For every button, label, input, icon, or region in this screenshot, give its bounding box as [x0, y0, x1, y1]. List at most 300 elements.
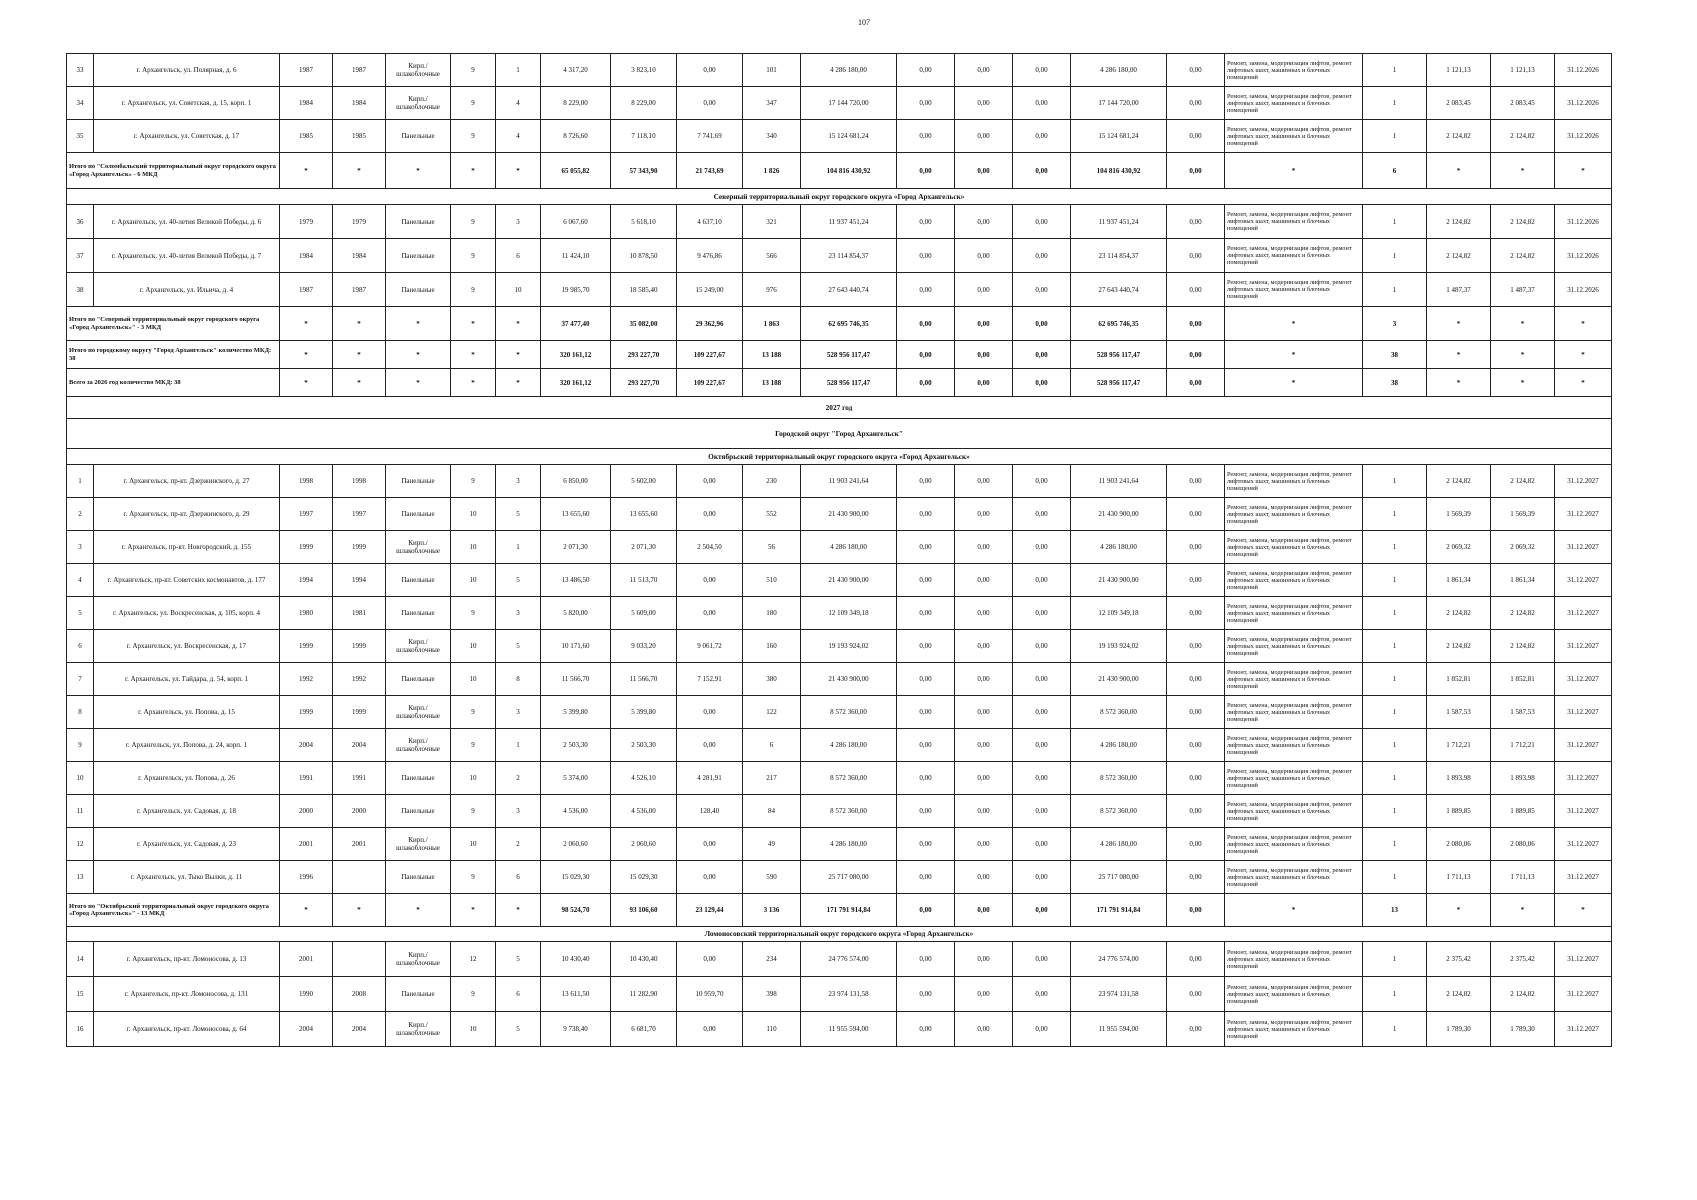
cell-f3: 0,00: [1013, 54, 1071, 87]
cell-q: 1: [1363, 564, 1427, 597]
cell-fl: 9: [451, 87, 496, 120]
cell-placeholder: *: [1427, 369, 1491, 397]
cell-f3: 0,00: [1013, 341, 1071, 369]
cell-q: 1: [1363, 630, 1427, 663]
cell-f2: 0,00: [955, 597, 1013, 630]
cell-f1: 0,00: [897, 894, 955, 927]
rows-2026-north: [67, 189, 1612, 397]
cell-p: 13 188: [743, 369, 801, 397]
cell-en: 3: [496, 205, 541, 239]
cell-c1: 2 124,82: [1427, 977, 1491, 1012]
cell-p: 101: [743, 54, 801, 87]
cell-placeholder: *: [1555, 153, 1612, 189]
cell-fl: 10: [451, 630, 496, 663]
rows-2027-lomonosovsky: [67, 927, 1612, 1047]
cell-f2: 0,00: [955, 153, 1013, 189]
cell-q: 1: [1363, 696, 1427, 729]
cell-s3: 0,00: [677, 498, 743, 531]
cell-f2: 0,00: [955, 795, 1013, 828]
cell-s1: 2 503,30: [541, 729, 611, 762]
cell-WORK: Ремонт, замена, модернизация лифтов, ремонт лифтовых шахт, машинных и блочных помещений: [1225, 531, 1363, 564]
cell-fl: 9: [451, 239, 496, 273]
cell-f1: 0,00: [897, 795, 955, 828]
table-row: [67, 977, 1612, 1012]
cell-addr: г. Архангельск, ул. Попова, д. 15: [94, 696, 280, 729]
cell-s3: 0,00: [677, 942, 743, 977]
cell-n: 16: [67, 1012, 94, 1047]
cell-tot: 15 124 681,24: [801, 120, 897, 153]
cell-d: 31.12.2027: [1555, 1012, 1612, 1047]
cell-WORK: Ремонт, замена, модернизация лифтов, ремонт лифтовых шахт, машинных и блочных помещений: [1225, 465, 1363, 498]
cell-p: 180: [743, 597, 801, 630]
cell-placeholder: *: [1427, 307, 1491, 341]
cell-c2: 2 124,82: [1491, 465, 1555, 498]
cell-s1: 98 524,70: [541, 894, 611, 927]
cell-q: 38: [1363, 369, 1427, 397]
cell-fl: 10: [451, 498, 496, 531]
table-row: [67, 942, 1612, 977]
cell-placeholder: *: [386, 894, 451, 927]
cell-d: 31.12.2027: [1555, 663, 1612, 696]
cell-q: 1: [1363, 273, 1427, 307]
subtotal-row: [67, 153, 1612, 189]
cell-q: 6: [1363, 153, 1427, 189]
cell-n: 13: [67, 861, 94, 894]
cell-f2: 0,00: [955, 942, 1013, 977]
cell-s2: 11 282,90: [611, 977, 677, 1012]
cell-f5: 0,00: [1167, 663, 1225, 696]
cell-f1: 0,00: [897, 861, 955, 894]
cell-placeholder: *: [1555, 341, 1612, 369]
cell-s1: 5 399,80: [541, 696, 611, 729]
cell-addr: г. Архангельск, ул. Полярная, д. 6: [94, 54, 280, 87]
cell-mat: Панельные: [386, 239, 451, 273]
cell-c1: 2 124,82: [1427, 597, 1491, 630]
cell-d: 31.12.2027: [1555, 630, 1612, 663]
cell-placeholder: *: [1555, 894, 1612, 927]
cell-y1: 1991: [280, 762, 333, 795]
cell-q: 1: [1363, 205, 1427, 239]
cell-f4: 8 572 360,00: [1071, 696, 1167, 729]
cell-f5: 0,00: [1167, 341, 1225, 369]
cell-y1: 1997: [280, 498, 333, 531]
cell-q: 3: [1363, 307, 1427, 341]
cell-tot: 21 430 900,00: [801, 663, 897, 696]
cell-placeholder: *: [496, 153, 541, 189]
cell-tot: 8 572 360,00: [801, 795, 897, 828]
cell-s1: 4 536,00: [541, 795, 611, 828]
cell-s3: 15 249,00: [677, 273, 743, 307]
cell-f4: 15 124 681,24: [1071, 120, 1167, 153]
cell-placeholder: *: [451, 369, 496, 397]
cell-s2: 18 585,40: [611, 273, 677, 307]
cell-f5: 0,00: [1167, 273, 1225, 307]
cell-s3: 109 227,67: [677, 369, 743, 397]
cell-en: 3: [496, 795, 541, 828]
cell-f2: 0,00: [955, 239, 1013, 273]
cell-p: 160: [743, 630, 801, 663]
cell-q: 1: [1363, 1012, 1427, 1047]
section-title: Октябрьский территориальный округ городского округа «Город Архангельск»: [67, 449, 1612, 465]
cell-c1: 2 069,32: [1427, 531, 1491, 564]
cell-n: 35: [67, 120, 94, 153]
cell-p: 1 826: [743, 153, 801, 189]
cell-WORK: Ремонт, замена, модернизация лифтов, ремонт лифтовых шахт, машинных и блочных помещений: [1225, 120, 1363, 153]
cell-c2: 1 569,39: [1491, 498, 1555, 531]
cell-tot: 25 717 080,00: [801, 861, 897, 894]
cell-f3: 0,00: [1013, 465, 1071, 498]
cell-placeholder: *: [496, 307, 541, 341]
cell-c2: 2 124,82: [1491, 205, 1555, 239]
cell-c2: 1 852,81: [1491, 663, 1555, 696]
cell-mat: Панельные: [386, 465, 451, 498]
cell-placeholder: *: [333, 894, 386, 927]
cell-s3: 2 504,50: [677, 531, 743, 564]
cell-f4: 17 144 720,00: [1071, 87, 1167, 120]
cell-s1: 15 029,30: [541, 861, 611, 894]
cell-placeholder: *: [1225, 153, 1363, 189]
cell-f1: 0,00: [897, 977, 955, 1012]
cell-y1: 1984: [280, 87, 333, 120]
cell-addr: г. Архангельск, ул. Попова, д. 26: [94, 762, 280, 795]
cell-s3: 0,00: [677, 87, 743, 120]
cell-f2: 0,00: [955, 1012, 1013, 1047]
cell-f1: 0,00: [897, 729, 955, 762]
cell-fl: 9: [451, 120, 496, 153]
cell-c1: 1 789,30: [1427, 1012, 1491, 1047]
cell-s2: 2 503,30: [611, 729, 677, 762]
cell-f4: 27 643 440,74: [1071, 273, 1167, 307]
cell-addr: г. Архангельск, ул. Садовая, д. 23: [94, 828, 280, 861]
cell-c2: 1 587,53: [1491, 696, 1555, 729]
cell-f5: 0,00: [1167, 795, 1225, 828]
cell-WORK: Ремонт, замена, модернизация лифтов, ремонт лифтовых шахт, машинных и блочных помещений: [1225, 630, 1363, 663]
cell-mat: Кирп./ шлакоблочные: [386, 696, 451, 729]
cell-f3: 0,00: [1013, 87, 1071, 120]
cell-s2: 7 118,10: [611, 120, 677, 153]
cell-en: 1: [496, 729, 541, 762]
cell-WORK: Ремонт, замена, модернизация лифтов, ремонт лифтовых шахт, машинных и блочных помещений: [1225, 729, 1363, 762]
cell-n: 36: [67, 205, 94, 239]
cell-c1: 2 375,42: [1427, 942, 1491, 977]
cell-y2: 2008: [333, 977, 386, 1012]
cell-mat: Панельные: [386, 977, 451, 1012]
cell-f4: 23 974 131,58: [1071, 977, 1167, 1012]
cell-fl: 9: [451, 861, 496, 894]
cell-s2: 3 823,10: [611, 54, 677, 87]
cell-placeholder: *: [1427, 153, 1491, 189]
cell-mat: Кирп./ шлакоблочные: [386, 1012, 451, 1047]
cell-s3: 7 741,69: [677, 120, 743, 153]
cell-addr: г. Архангельск, ул. Воскресенская, д. 105, корп. 4: [94, 597, 280, 630]
subtotal-label: Всего за 2026 год количество МКД: 38: [67, 369, 280, 397]
subtotal-label: Итого по "Северный территориальный округ городского округа «Город Архангельск»" - 3 МКД: [67, 307, 280, 341]
cell-en: 4: [496, 120, 541, 153]
cell-f3: 0,00: [1013, 498, 1071, 531]
cell-f2: 0,00: [955, 861, 1013, 894]
cell-f5: 0,00: [1167, 307, 1225, 341]
cell-p: 122: [743, 696, 801, 729]
cell-n: 8: [67, 696, 94, 729]
cell-fl: 10: [451, 531, 496, 564]
cell-y1: 1984: [280, 239, 333, 273]
cell-d: 31.12.2027: [1555, 597, 1612, 630]
cell-placeholder: *: [333, 307, 386, 341]
cell-f1: 0,00: [897, 696, 955, 729]
cell-addr: г. Архангельск, пр-кт. Советских космонавтов, д. 177: [94, 564, 280, 597]
cell-f2: 0,00: [955, 630, 1013, 663]
cell-f4: 21 430 900,00: [1071, 564, 1167, 597]
cell-s3: 0,00: [677, 54, 743, 87]
cell-addr: г. Архангельск, пр-кт. Ломоносова, д. 13: [94, 942, 280, 977]
cell-s1: 6 850,00: [541, 465, 611, 498]
cell-s2: 57 343,90: [611, 153, 677, 189]
cell-n: 7: [67, 663, 94, 696]
cell-p: 56: [743, 531, 801, 564]
cell-c1: 2 124,82: [1427, 205, 1491, 239]
cell-WORK: Ремонт, замена, модернизация лифтов, ремонт лифтовых шахт, машинных и блочных помещений: [1225, 762, 1363, 795]
cell-en: 5: [496, 564, 541, 597]
cell-fl: 12: [451, 942, 496, 977]
cell-f2: 0,00: [955, 729, 1013, 762]
cell-addr: г. Архангельск, ул. Садовая, д. 18: [94, 795, 280, 828]
cell-p: 510: [743, 564, 801, 597]
cell-WORK: Ремонт, замена, модернизация лифтов, ремонт лифтовых шахт, машинных и блочных помещений: [1225, 87, 1363, 120]
cell-f3: 0,00: [1013, 696, 1071, 729]
cell-c1: 1 711,13: [1427, 861, 1491, 894]
cell-s2: 4 536,00: [611, 795, 677, 828]
cell-addr: г. Архангельск, ул. 40-летия Великой Победы, д. 6: [94, 205, 280, 239]
cell-p: 13 188: [743, 341, 801, 369]
cell-tot: 23 974 131,58: [801, 977, 897, 1012]
cell-p: 321: [743, 205, 801, 239]
cell-f4: 104 816 430,92: [1071, 153, 1167, 189]
cell-f1: 0,00: [897, 87, 955, 120]
cell-c2: 2 124,82: [1491, 120, 1555, 153]
cell-f2: 0,00: [955, 307, 1013, 341]
cell-q: 1: [1363, 663, 1427, 696]
cell-placeholder: *: [1555, 307, 1612, 341]
cell-f4: 23 114 854,37: [1071, 239, 1167, 273]
section-header-row: [67, 189, 1612, 205]
rows-2027-oktyabrsky: [67, 397, 1612, 927]
cell-placeholder: *: [386, 153, 451, 189]
cell-s3: 29 362,96: [677, 307, 743, 341]
cell-q: 1: [1363, 597, 1427, 630]
table-row: [67, 696, 1612, 729]
cell-f4: 4 286 180,00: [1071, 828, 1167, 861]
cell-c2: 1 712,21: [1491, 729, 1555, 762]
cell-c1: 1 121,13: [1427, 54, 1491, 87]
cell-s3: 4 281,91: [677, 762, 743, 795]
cell-tot: 8 572 360,00: [801, 696, 897, 729]
cell-placeholder: *: [280, 369, 333, 397]
cell-placeholder: *: [386, 341, 451, 369]
cell-f5: 0,00: [1167, 861, 1225, 894]
subtotal-label: Итого по "Октябрьский территориальный округ городского округа «Город Архангельск»" - 13 МКД: [67, 894, 280, 927]
cell-fl: 9: [451, 696, 496, 729]
cell-y2: 1984: [333, 239, 386, 273]
cell-en: 3: [496, 465, 541, 498]
cell-d: 31.12.2027: [1555, 465, 1612, 498]
cell-f2: 0,00: [955, 531, 1013, 564]
cell-s3: 7 152,91: [677, 663, 743, 696]
cell-s2: 2 060,60: [611, 828, 677, 861]
cell-s1: 5 820,00: [541, 597, 611, 630]
cell-c2: 1 789,30: [1491, 1012, 1555, 1047]
cell-placeholder: *: [1491, 894, 1555, 927]
cell-p: 552: [743, 498, 801, 531]
cell-d: 31.12.2027: [1555, 942, 1612, 977]
cell-d: 31.12.2027: [1555, 795, 1612, 828]
cell-en: 2: [496, 828, 541, 861]
cell-addr: г. Архангельск, пр-кт. Новгородский, д. 155: [94, 531, 280, 564]
cell-f3: 0,00: [1013, 273, 1071, 307]
cell-c1: 1 587,53: [1427, 696, 1491, 729]
cell-f4: 62 695 746,35: [1071, 307, 1167, 341]
cell-en: 2: [496, 762, 541, 795]
cell-en: 5: [496, 942, 541, 977]
cell-tot: 11 955 594,00: [801, 1012, 897, 1047]
cell-d: 31.12.2026: [1555, 273, 1612, 307]
cell-f2: 0,00: [955, 120, 1013, 153]
cell-c2: 2 069,32: [1491, 531, 1555, 564]
cell-y1: 2000: [280, 795, 333, 828]
cell-y2: 1998: [333, 465, 386, 498]
cell-f1: 0,00: [897, 239, 955, 273]
cell-s1: 2 071,30: [541, 531, 611, 564]
cell-f3: 0,00: [1013, 729, 1071, 762]
cell-s1: 10 430,40: [541, 942, 611, 977]
cell-s2: 35 082,00: [611, 307, 677, 341]
cell-n: 33: [67, 54, 94, 87]
cell-en: 6: [496, 977, 541, 1012]
cell-f1: 0,00: [897, 341, 955, 369]
page-number: 107: [858, 18, 870, 27]
cell-f5: 0,00: [1167, 696, 1225, 729]
subtotal-row: [67, 369, 1612, 397]
cell-fl: 9: [451, 795, 496, 828]
cell-d: 31.12.2027: [1555, 977, 1612, 1012]
cell-d: 31.12.2027: [1555, 729, 1612, 762]
cell-c1: 2 124,82: [1427, 239, 1491, 273]
cell-en: 8: [496, 663, 541, 696]
cell-f4: 12 109 349,18: [1071, 597, 1167, 630]
cell-placeholder: *: [451, 153, 496, 189]
cell-tot: 528 956 117,47: [801, 369, 897, 397]
cell-en: 1: [496, 54, 541, 87]
cell-f2: 0,00: [955, 696, 1013, 729]
cell-c1: 1 487,37: [1427, 273, 1491, 307]
cell-fl: 9: [451, 465, 496, 498]
cell-c1: 2 124,82: [1427, 630, 1491, 663]
cell-WORK: Ремонт, замена, модернизация лифтов, ремонт лифтовых шахт, машинных и блочных помещений: [1225, 54, 1363, 87]
cell-s3: 0,00: [677, 564, 743, 597]
cell-addr: г. Архангельск, ул. Советская, д. 15, корп. 1: [94, 87, 280, 120]
cell-y2: 1999: [333, 630, 386, 663]
cell-p: 380: [743, 663, 801, 696]
cell-s1: 13 611,50: [541, 977, 611, 1012]
cell-c2: 2 083,45: [1491, 87, 1555, 120]
cell-f3: 0,00: [1013, 1012, 1071, 1047]
cell-f1: 0,00: [897, 307, 955, 341]
cell-y2: 1985: [333, 120, 386, 153]
cell-c1: 1 712,21: [1427, 729, 1491, 762]
cell-d: 31.12.2027: [1555, 564, 1612, 597]
cell-WORK: Ремонт, замена, модернизация лифтов, ремонт лифтовых шахт, машинных и блочных помещений: [1225, 977, 1363, 1012]
subtotal-label: Итого по городскому округу "Город Архангельск" количество МКД: 38: [67, 341, 280, 369]
cell-addr: г. Архангельск, ул. Гайдара, д. 54, корп. 1: [94, 663, 280, 696]
cell-s2: 2 071,30: [611, 531, 677, 564]
cell-en: 3: [496, 597, 541, 630]
cell-mat: Панельные: [386, 663, 451, 696]
cell-fl: 10: [451, 663, 496, 696]
cell-f3: 0,00: [1013, 630, 1071, 663]
cell-f3: 0,00: [1013, 239, 1071, 273]
cell-WORK: Ремонт, замена, модернизация лифтов, ремонт лифтовых шахт, машинных и блочных помещений: [1225, 1012, 1363, 1047]
table-row: [67, 531, 1612, 564]
cell-s3: 21 743,69: [677, 153, 743, 189]
cell-f5: 0,00: [1167, 153, 1225, 189]
cell-s2: 5 609,00: [611, 597, 677, 630]
cell-y1: 2004: [280, 729, 333, 762]
cell-en: 6: [496, 861, 541, 894]
cell-n: 14: [67, 942, 94, 977]
cell-q: 1: [1363, 531, 1427, 564]
cell-f5: 0,00: [1167, 597, 1225, 630]
cell-tot: 4 286 180,00: [801, 54, 897, 87]
cell-mat: Панельные: [386, 273, 451, 307]
cell-tot: 23 114 854,37: [801, 239, 897, 273]
cell-WORK: Ремонт, замена, модернизация лифтов, ремонт лифтовых шахт, машинных и блочных помещений: [1225, 273, 1363, 307]
cell-f4: 8 572 360,00: [1071, 762, 1167, 795]
cell-fl: 9: [451, 729, 496, 762]
cell-q: 1: [1363, 498, 1427, 531]
cell-fl: 9: [451, 273, 496, 307]
cell-c2: 2 080,06: [1491, 828, 1555, 861]
cell-n: 38: [67, 273, 94, 307]
cell-f5: 0,00: [1167, 942, 1225, 977]
cell-f2: 0,00: [955, 663, 1013, 696]
cell-f4: 11 955 594,00: [1071, 1012, 1167, 1047]
cell-addr: г. Архангельск, пр-кт. Ломоносова, д. 131: [94, 977, 280, 1012]
cell-c2: 2 124,82: [1491, 977, 1555, 1012]
cell-WORK: Ремонт, замена, модернизация лифтов, ремонт лифтовых шахт, машинных и блочных помещений: [1225, 597, 1363, 630]
cell-p: 566: [743, 239, 801, 273]
cell-f3: 0,00: [1013, 531, 1071, 564]
cell-f3: 0,00: [1013, 307, 1071, 341]
cell-y2: [333, 861, 386, 894]
cell-q: 1: [1363, 465, 1427, 498]
cell-s2: 10 878,50: [611, 239, 677, 273]
cell-s1: 37 477,40: [541, 307, 611, 341]
cell-y2: 1984: [333, 87, 386, 120]
cell-y2: 2004: [333, 1012, 386, 1047]
cell-d: 31.12.2026: [1555, 120, 1612, 153]
section-header-row: [67, 927, 1612, 942]
cell-tot: 17 144 720,00: [801, 87, 897, 120]
cell-en: 4: [496, 87, 541, 120]
cell-placeholder: *: [1427, 894, 1491, 927]
table-row: [67, 729, 1612, 762]
cell-q: 1: [1363, 828, 1427, 861]
cell-p: 49: [743, 828, 801, 861]
cell-f3: 0,00: [1013, 663, 1071, 696]
cell-y1: 1990: [280, 977, 333, 1012]
cell-y2: [333, 942, 386, 977]
cell-q: 1: [1363, 120, 1427, 153]
cell-p: 347: [743, 87, 801, 120]
